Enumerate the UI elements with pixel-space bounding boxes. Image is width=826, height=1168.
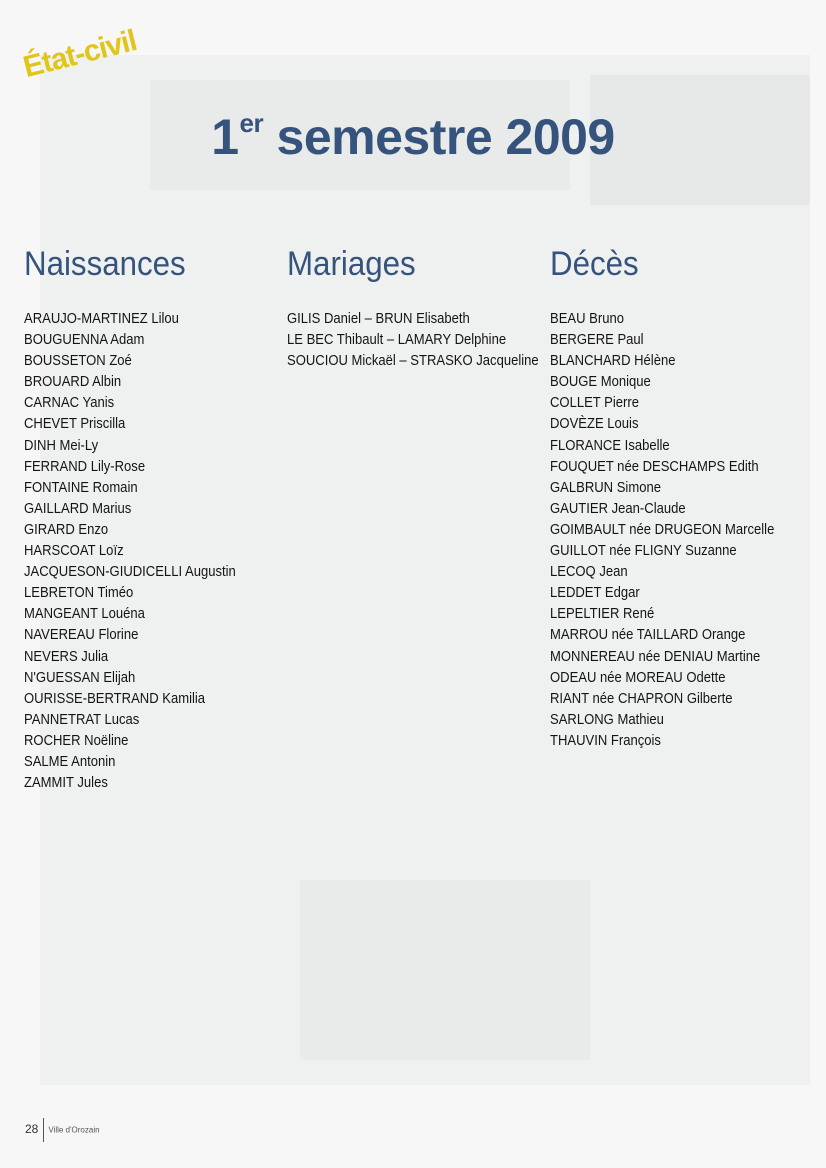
naissances-entry: GIRARD Enzo <box>24 521 109 538</box>
naissances-entry: JACQUESON-GIUDICELLI Augustin <box>24 564 236 581</box>
deces-entry: BERGERE Paul <box>550 332 644 349</box>
deces-entry: THAUVIN François <box>550 732 661 749</box>
title-superscript: er <box>239 108 264 138</box>
page-number: 28 <box>25 1122 39 1137</box>
deces-entry: GOIMBAULT née DRUGEON Marcelle <box>550 521 775 538</box>
naissances-entry: NAVEREAU Florine <box>24 627 139 644</box>
deces-entry: COLLET Pierre <box>550 395 639 412</box>
naissances-entry: HARSCOAT Loïz <box>24 543 124 560</box>
deces-entry: BEAU Bruno <box>550 311 624 327</box>
deces-entry: RIANT née CHAPRON Gilberte <box>550 690 733 707</box>
naissances-entry: FONTAINE Romain <box>24 479 138 496</box>
deces-entry: LEPELTIER René <box>550 606 655 623</box>
deces-entry: MARROU née TAILLARD Orange <box>550 627 746 644</box>
deces-entry: ODEAU née MOREAU Odette <box>550 669 726 686</box>
naissances-heading: Naissances <box>24 245 186 283</box>
deces-entry: BOUGE Monique <box>550 374 651 391</box>
deces-list <box>550 309 815 752</box>
naissances-entry: DINH Mei-Ly <box>24 437 99 454</box>
deces-column <box>550 244 815 752</box>
deces-entry: SARLONG Mathieu <box>550 711 664 728</box>
deces-entry: MONNEREAU née DENIAU Martine <box>550 648 761 665</box>
naissances-entry: ZAMMIT Jules <box>24 775 108 792</box>
bleed-through-backdrop <box>300 880 590 1060</box>
naissances-entry: PANNETRAT Lucas <box>24 711 140 728</box>
naissances-entry: CHEVET Priscilla <box>24 416 126 433</box>
title-number: 1 <box>211 109 239 165</box>
naissances-entry: NEVERS Julia <box>24 648 109 665</box>
deces-entry: DOVÈZE Louis <box>550 416 639 433</box>
deces-entry: FLORANCE Isabelle <box>550 437 670 454</box>
deces-entry: LECOQ Jean <box>550 564 628 581</box>
naissances-entry: MANGEANT Louéna <box>24 606 145 623</box>
naissances-entry: BOUGUENNA Adam <box>24 332 145 349</box>
naissances-entry: GAILLARD Marius <box>24 500 132 517</box>
page-footer <box>25 1118 100 1142</box>
naissances-entry: N'GUESSAN Elijah <box>24 669 136 686</box>
naissances-entry: LEBRETON Timéo <box>24 585 134 602</box>
naissances-entry: SALME Antonin <box>24 753 116 770</box>
section-tag: État-civil <box>20 24 140 85</box>
mariages-entry: SOUCIOU Mickaël – STRASKO Jacqueline <box>287 353 539 370</box>
mariages-column <box>287 244 552 372</box>
deces-entry: FOUQUET née DESCHAMPS Edith <box>550 458 759 475</box>
naissances-entry: ARAUJO-MARTINEZ Lilou <box>24 311 179 327</box>
naissances-entry: OURISSE-BERTRAND Kamilia <box>24 690 206 707</box>
deces-entry: LEDDET Edgar <box>550 585 640 602</box>
mariages-list <box>287 309 552 372</box>
deces-entry: BLANCHARD Hélène <box>550 353 676 370</box>
naissances-entry: CARNAC Yanis <box>24 395 115 412</box>
naissances-entry: BOUSSETON Zoé <box>24 353 132 370</box>
title-rest: semestre 2009 <box>263 109 615 165</box>
naissances-entry: BROUARD Albin <box>24 374 122 391</box>
deces-entry: GAUTIER Jean-Claude <box>550 500 686 517</box>
naissances-column <box>24 244 279 794</box>
naissances-entry: FERRAND Lily-Rose <box>24 458 146 475</box>
naissances-entry: ROCHER Noëline <box>24 732 129 749</box>
footer-town: Ville d'Orozain <box>48 1125 100 1135</box>
deces-entry: GUILLOT née FLIGNY Suzanne <box>550 543 737 560</box>
mariages-heading: Mariages <box>287 245 416 283</box>
footer-divider <box>43 1118 44 1142</box>
mariages-entry: GILIS Daniel – BRUN Elisabeth <box>287 311 470 327</box>
deces-entry: GALBRUN Simone <box>550 479 661 496</box>
page-title <box>0 108 826 166</box>
naissances-list <box>24 309 279 794</box>
deces-heading: Décès <box>550 245 639 283</box>
mariages-entry: LE BEC Thibault – LAMARY Delphine <box>287 332 507 349</box>
